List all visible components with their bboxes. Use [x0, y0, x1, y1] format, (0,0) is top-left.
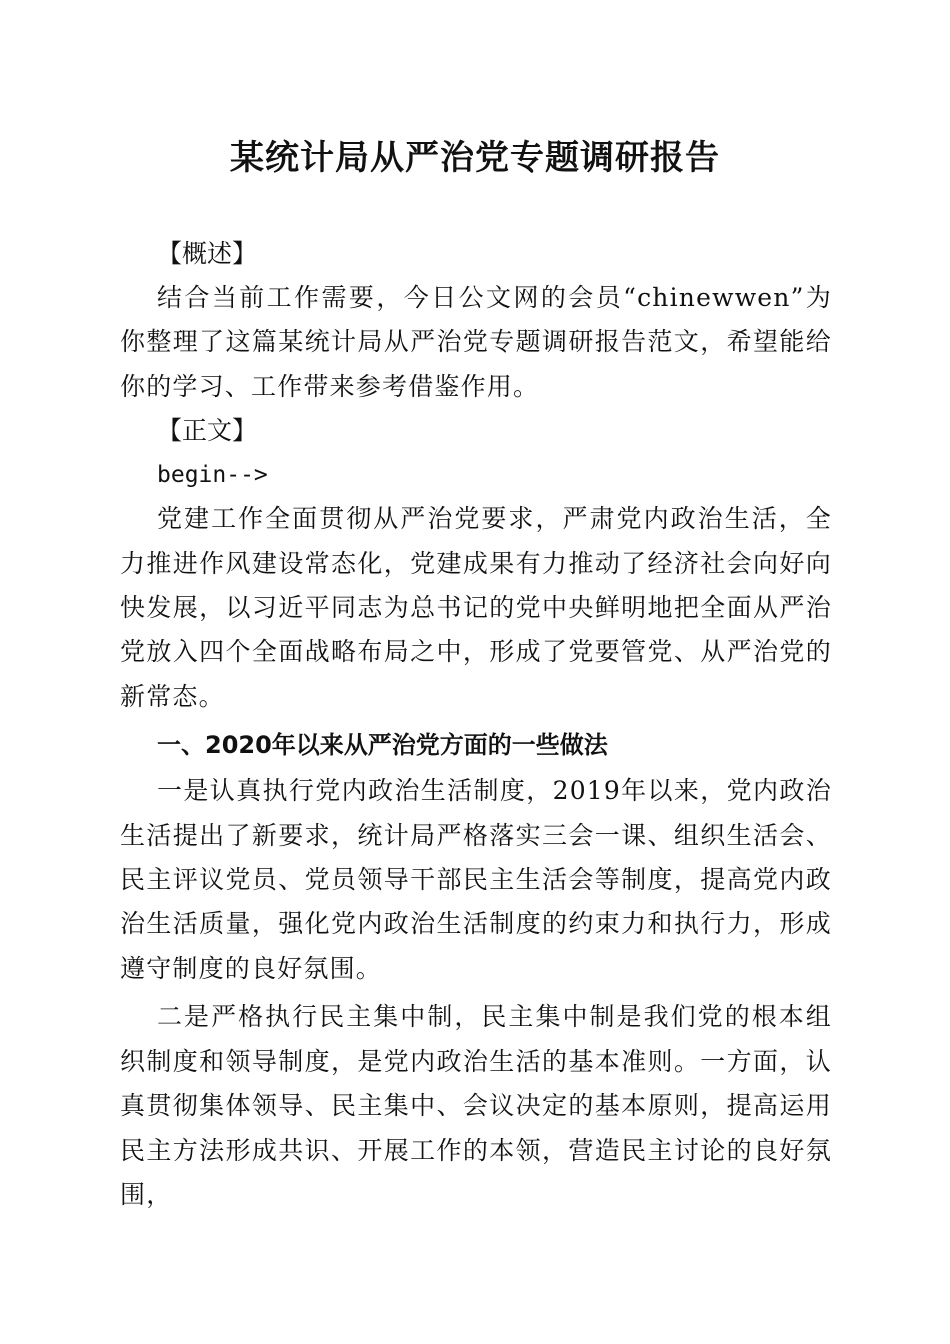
body-label: 【正文】	[157, 416, 258, 446]
document-body	[120, 232, 832, 1217]
summary-paragraph: 结合当前工作需要，今日公文网的会员“chinewwen”为你整理了这篇某统计局从严治党专题调研报告范文，希望能给你的学习、工作带来参考借鉴作用。	[120, 283, 832, 401]
begin-marker: begin-->	[157, 462, 268, 489]
intro-paragraph: 党建工作全面贯彻从严治党要求，严肃党内政治生活，全力推进作风建设常态化，党建成果有力推动了经济社会向好向快发展，以习近平同志为总书记的党中央鲜明地把全面从严治党放入四个全面战略布局之中，形成了党要管党、从严治党的新常态。	[120, 504, 832, 711]
paragraph-one: 一是认真执行党内政治生活制度，2019年以来，党内政治生活提出了新要求，统计局严格落实三会一课、组织生活会、民主评议党员、党员领导干部民主生活会等制度，提高党内政治生活质量，强化党内政治生活制度的约束力和执行力，形成遵守制度的良好氛围。	[120, 776, 832, 983]
document-title: 某统计局从严治党专题调研报告	[230, 138, 720, 178]
section-heading: 一、2020年以来从严治党方面的一些做法	[157, 731, 608, 760]
paragraph-two: 二是严格执行民主集中制，民主集中制是我们党的根本组织制度和领导制度，是党内政治生活的基本准则。一方面，认真贯彻集体领导、民主集中、会议决定的基本原则，提高运用民主方法形成共识、开展工作的本领，营造民主讨论的良好氛围，	[120, 1002, 832, 1209]
summary-label: 【概述】	[157, 239, 258, 268]
